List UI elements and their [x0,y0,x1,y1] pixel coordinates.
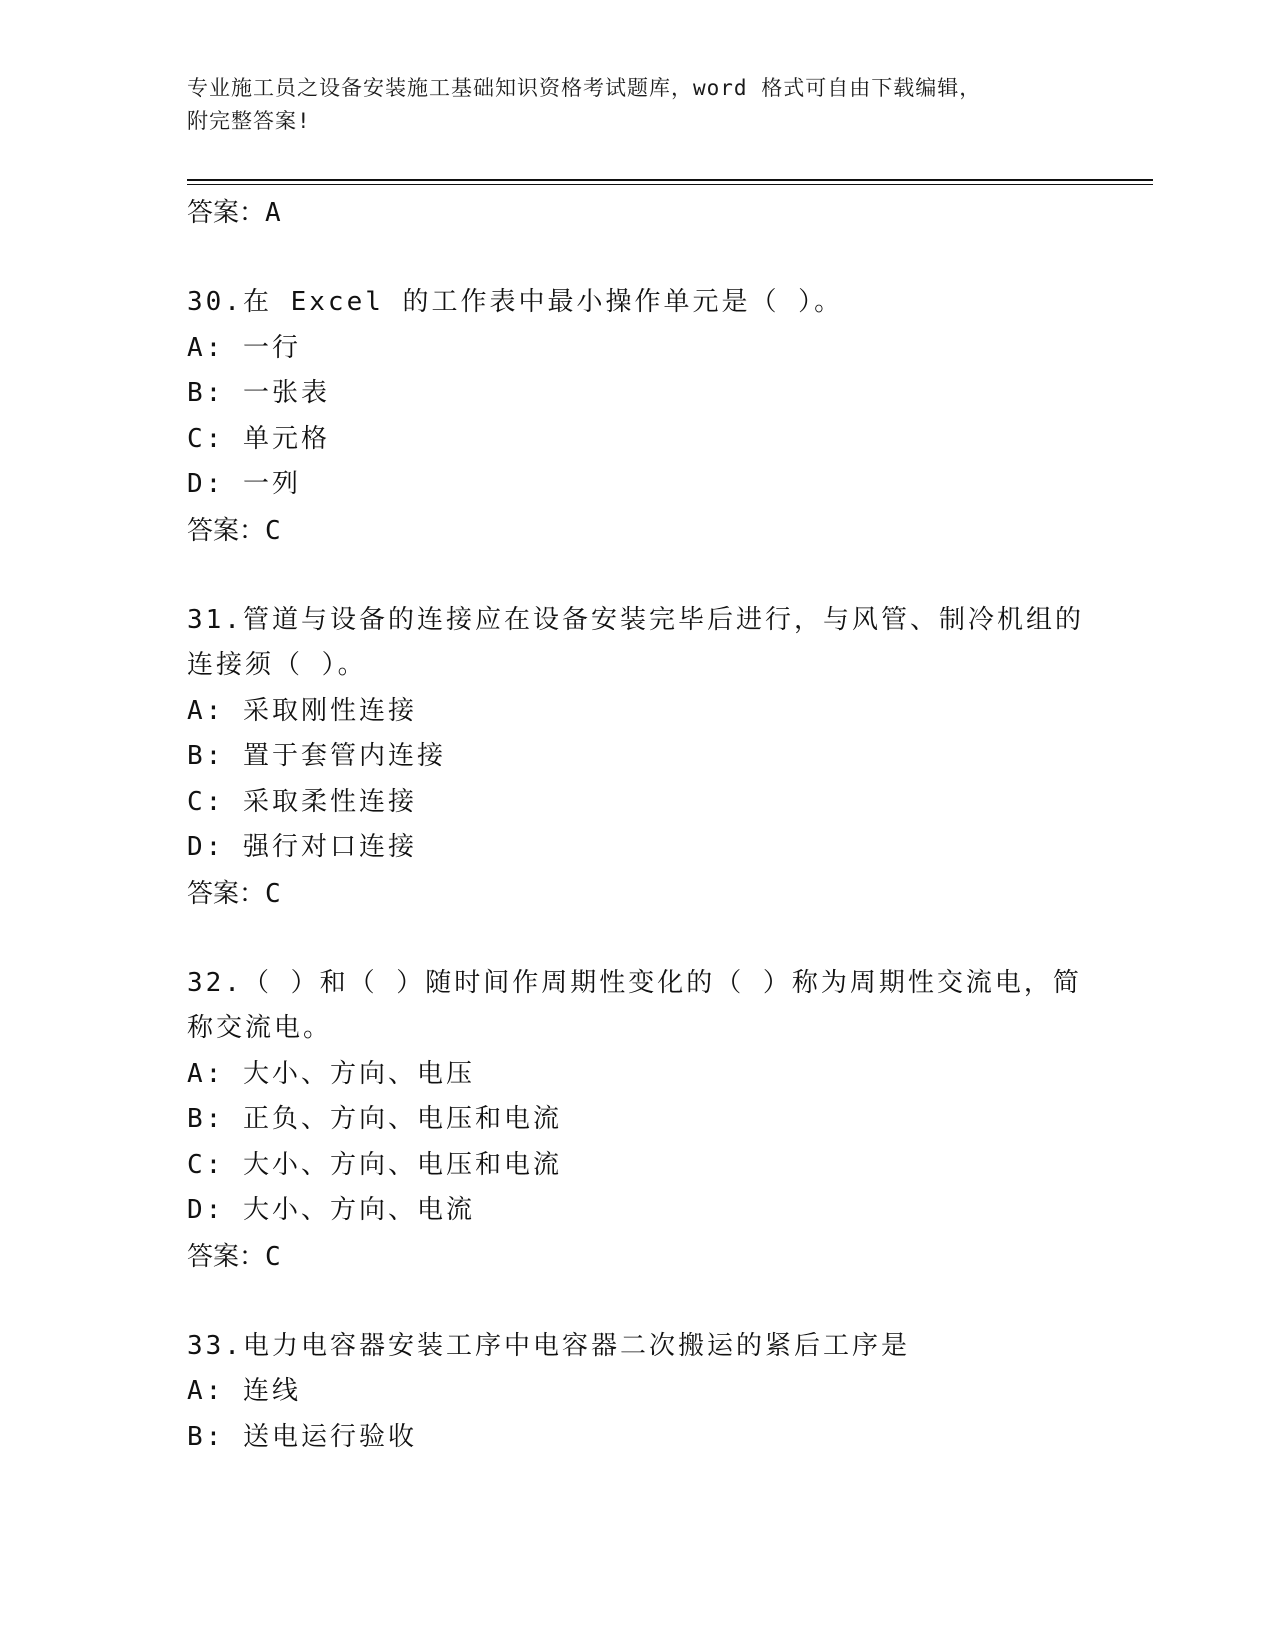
option-a: A: 连线 [187,1376,301,1406]
header-line-2: 附完整答案! [187,109,311,133]
header-rule-thick [187,179,1153,181]
option-b: B: 置于套管内连接 [187,741,446,771]
option-a: A: 一行 [187,332,301,363]
option-b: B: 一张表 [187,378,330,408]
page-header [187,72,1087,138]
question-text: 30.在 Excel 的工作表中最小操作单元是（ ）。 [187,287,844,317]
question-text: 33.电力电容器安装工序中电容器二次搬运的紧后工序是 [187,1330,910,1361]
header-line-1: 专业施工员之设备安装施工基础知识资格考试题库，word 格式可自由下载编辑， [187,76,982,100]
question-content [187,190,1107,1460]
answer-label: 答案：C [187,878,281,909]
question-block-30 [187,280,1107,554]
question-text: 31.管道与设备的连接应在设备安装完毕后进行，与风管、制冷机组的 [187,604,1084,635]
option-d: D: 一列 [187,469,301,499]
option-a: A: 采取刚性连接 [187,695,417,726]
option-c: C: 单元格 [187,423,330,454]
question-block-32 [187,961,1107,1280]
option-c: C: 大小、方向、电压和电流 [187,1149,562,1180]
question-text-cont: 称交流电。 [187,1013,333,1043]
question-text-cont: 连接须（ ）。 [187,650,367,680]
previous-answer: 答案：A [187,198,281,228]
question-text: 32.（ ）和（ ）随时间作周期性变化的（ ）称为周期性交流电，简 [187,967,1082,998]
option-b: B: 正负、方向、电压和电流 [187,1104,562,1134]
header-rule-thin [187,184,1153,185]
option-d: D: 大小、方向、电流 [187,1195,475,1225]
answer-label: 答案：C [187,515,281,546]
option-a: A: 大小、方向、电压 [187,1058,475,1089]
question-block-31 [187,598,1107,917]
option-c: C: 采取柔性连接 [187,786,417,817]
question-block-33 [187,1324,1107,1461]
option-b: B: 送电运行验收 [187,1421,417,1452]
option-d: D: 强行对口连接 [187,832,417,862]
answer-label: 答案：C [187,1241,281,1272]
